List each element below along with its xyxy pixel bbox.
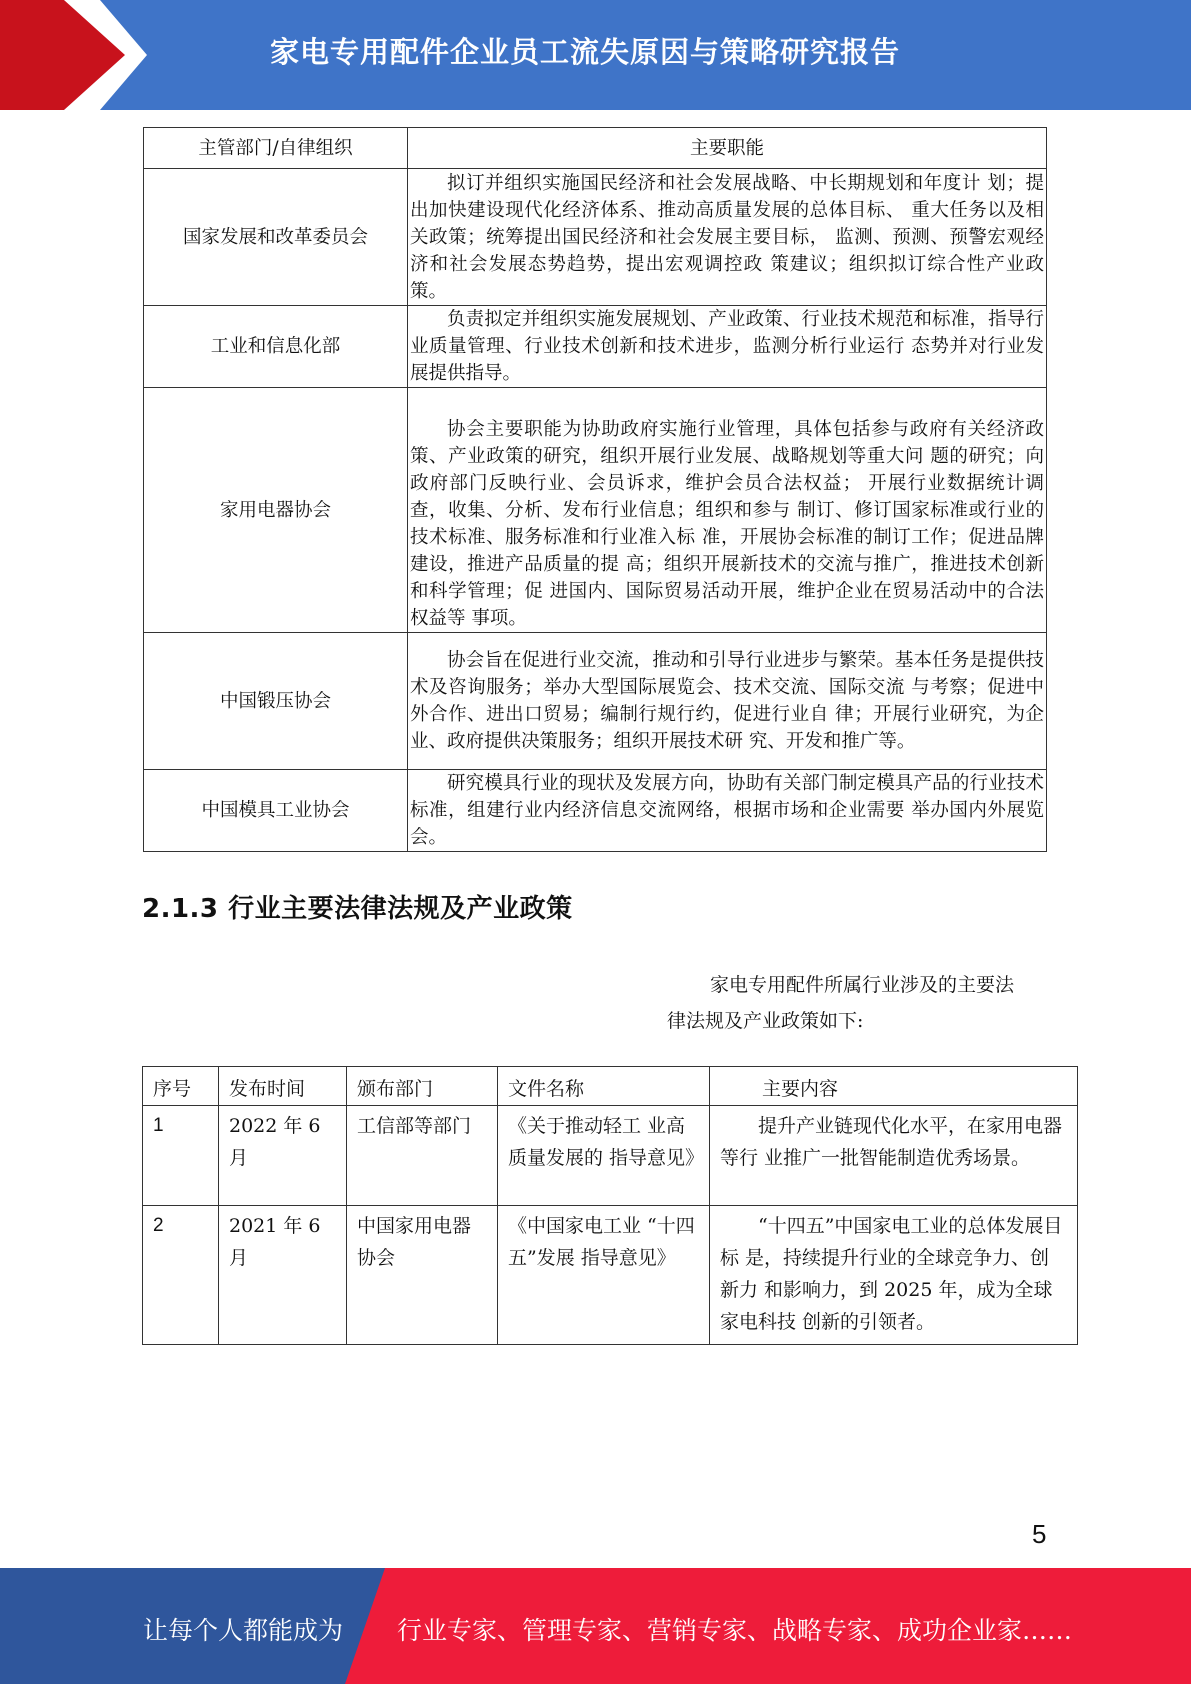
policy-no: 2 bbox=[143, 1206, 219, 1345]
table-header-row bbox=[144, 128, 1047, 169]
policy-dept: 工信部等部门 bbox=[347, 1106, 498, 1206]
duty-cell: 负责拟定并组织实施发展规划、产业政策、行业技术规范和标准，指导行业质量管理、行业技术创新和技术进步，监测分析行业运行 态势并对行业发展提供指导。 bbox=[410, 309, 1044, 384]
table-row bbox=[144, 388, 1047, 633]
report-title: 家电专用配件企业员工流失原因与策略研究报告 bbox=[270, 35, 901, 69]
footer-slogan-left: 让每个人都能成为 bbox=[143, 1616, 344, 1645]
table-header-row bbox=[143, 1067, 1078, 1106]
policy-content: “十四五”中国家电工业的总体发展目标 是，持续提升行业的全球竞争力、创新力 和影响力，到 2025 年，成为全球家电科技 创新的引领者。 bbox=[710, 1206, 1078, 1345]
header-banner bbox=[0, 0, 1191, 110]
policy-table bbox=[142, 1066, 1078, 1345]
policy-content: 提升产业链现代化水平，在家用电器等行 业推广一批智能制造优秀场景。 bbox=[710, 1106, 1078, 1206]
section-heading: 2.1.3 行业主要法律法规及产业政策 bbox=[142, 894, 573, 924]
duty-cell: 协会旨在促进行业交流，推动和引导行业进步与繁荣。基本任务是提供技术及咨询服务；举办大型国际展览会、技术交流、国际交流 与考察；促进中外合作、进出口贸易；编制行规行约，促进行业自 律；开展行业研究，为企业、政府提供决策服务；组织开展技术研 究、开发和推广等。 bbox=[410, 650, 1044, 752]
regulator-table bbox=[143, 127, 1047, 852]
policy-name: 《关于推动轻工 业高质量发展的 指导意见》 bbox=[498, 1106, 710, 1206]
policy-no: 1 bbox=[143, 1106, 219, 1206]
policy-dept: 中国家用电器协会 bbox=[347, 1206, 498, 1345]
footer-slogan-right: 行业专家、管理专家、营销专家、战略专家、成功企业家…… bbox=[397, 1616, 1073, 1645]
table-row bbox=[143, 1206, 1078, 1345]
header-date: 发布时间 bbox=[219, 1067, 347, 1106]
table-row bbox=[144, 770, 1047, 852]
header-org: 主管部门/自律组织 bbox=[144, 128, 408, 169]
header-content: 主要内容 bbox=[710, 1067, 1078, 1106]
table-row bbox=[144, 306, 1047, 388]
org-cell: 中国模具工业协会 bbox=[144, 770, 408, 852]
header-name: 文件名称 bbox=[498, 1067, 710, 1106]
table-row bbox=[144, 633, 1047, 770]
table-row bbox=[144, 169, 1047, 306]
page-number: 5 bbox=[1032, 1519, 1047, 1549]
intro-text-line1: 家电专用配件所属行业涉及的主要法 bbox=[710, 974, 1015, 996]
header-dept: 颁布部门 bbox=[347, 1067, 498, 1106]
header-no: 序号 bbox=[143, 1067, 219, 1106]
org-cell: 中国锻压协会 bbox=[144, 633, 408, 770]
org-cell: 家用电器协会 bbox=[144, 388, 408, 633]
duty-cell: 拟订并组织实施国民经济和社会发展战略、中长期规划和年度计 划；提出加快建设现代化经济体系、推动高质量发展的总体目标、 重大任务以及相关政策；统筹提出国民经济和社会发展主要目标， 监测、预测、预警宏观经济和社会发展态势趋势，提出宏观调控政 策建议；组织拟订综合性产业政策。 bbox=[410, 172, 1044, 302]
duty-cell: 研究模具行业的现状及发展方向，协助有关部门制定模具产品的行业技术标准，组建行业内经济信息交流网络，根据市场和企业需要 举办国内外展览会。 bbox=[410, 773, 1044, 848]
header-duty: 主要职能 bbox=[408, 128, 1047, 169]
org-cell: 工业和信息化部 bbox=[144, 306, 408, 388]
policy-name: 《中国家电工业 “十四五”发展 指导意见》 bbox=[498, 1206, 710, 1345]
policy-date: 2022 年 6 月 bbox=[219, 1106, 347, 1206]
footer-banner bbox=[0, 1568, 1191, 1684]
intro-text-line2: 律法规及产业政策如下: bbox=[667, 1010, 864, 1032]
org-cell: 国家发展和改革委员会 bbox=[144, 169, 408, 306]
table-row bbox=[143, 1106, 1078, 1206]
policy-date: 2021 年 6 月 bbox=[219, 1206, 347, 1345]
duty-cell: 协会主要职能为协助政府实施行业管理，具体包括参与政府有关经济政策、产业政策的研究，组织开展行业发展、战略规划等重大问 题的研究；向政府部门反映行业、会员诉求，维护会员合法权益； 开展行业数据统计调查，收集、分析、发布行业信息；组织和参与 制订、修订国家标准或行业的技术标准、服务标准和行业准入标 准，开展协会标准的制订工作；促进品牌建设，推进产品质量的提 高；组织开展新技术的交流与推广，推进技术创新和科学管理；促 进国内、国际贸易活动开展，维护企业在贸易活动中的合法权益等 事项。 bbox=[410, 419, 1044, 629]
